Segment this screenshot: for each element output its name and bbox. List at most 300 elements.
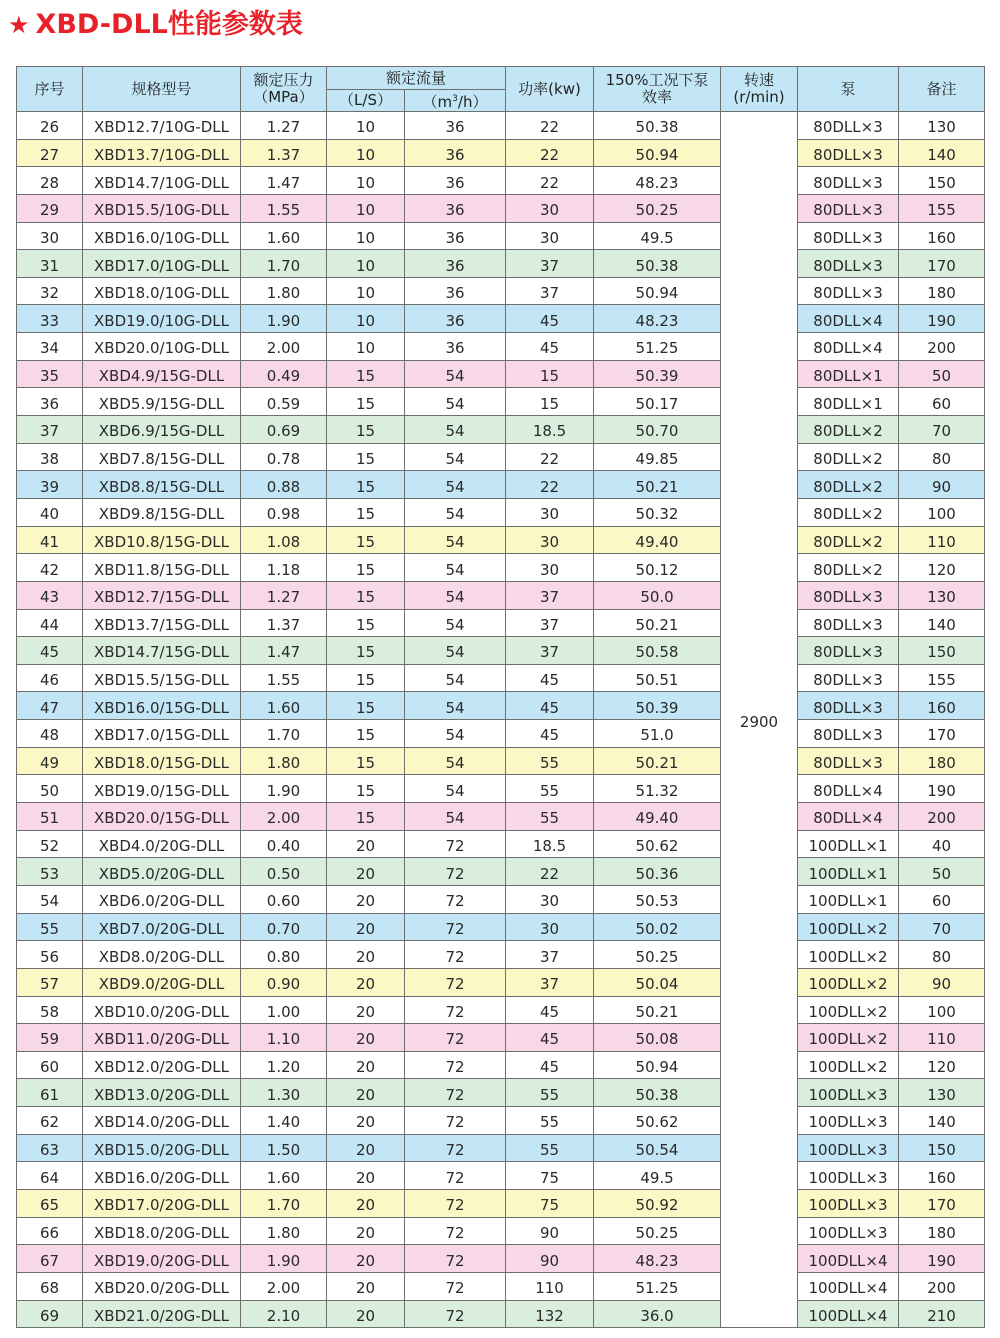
table-row (17, 913, 985, 941)
cell-pump: 80DLL×3 (798, 167, 899, 195)
cell-pressure: 0.90 (241, 968, 327, 996)
cell-flow-ls: 15 (327, 664, 405, 692)
cell-power: 30 (506, 913, 594, 941)
cell-flow-ls: 20 (327, 913, 405, 941)
cell-model: XBD10.0/20G-DLL (83, 996, 241, 1024)
cell-note: 200 (899, 1272, 985, 1300)
cell-flow-ls: 15 (327, 775, 405, 803)
header-flow-m3h (405, 90, 506, 112)
cell-flow-m3h: 54 (405, 581, 506, 609)
cell-note: 200 (899, 333, 985, 361)
cell-pump: 80DLL×1 (798, 388, 899, 416)
cell-efficiency: 50.54 (594, 1134, 721, 1162)
cell-power: 45 (506, 692, 594, 720)
cell-pump: 100DLL×1 (798, 830, 899, 858)
cell-flow-ls: 10 (327, 167, 405, 195)
cell-pump: 80DLL×3 (798, 250, 899, 278)
cell-power: 75 (506, 1189, 594, 1217)
cell-flow-ls: 20 (327, 1079, 405, 1107)
cell-flow-m3h: 54 (405, 554, 506, 582)
cell-note: 170 (899, 720, 985, 748)
table-row (17, 1024, 985, 1052)
cell-model: XBD16.0/20G-DLL (83, 1162, 241, 1190)
cell-note: 160 (899, 1162, 985, 1190)
table-row (17, 1079, 985, 1107)
cell-flow-m3h: 54 (405, 498, 506, 526)
cell-model: XBD8.8/15G-DLL (83, 471, 241, 499)
cell-note: 180 (899, 747, 985, 775)
cell-note: 120 (899, 1051, 985, 1079)
cell-pressure: 0.59 (241, 388, 327, 416)
cell-no: 42 (17, 554, 83, 582)
cell-pump: 100DLL×3 (798, 1134, 899, 1162)
cell-model: XBD21.0/20G-DLL (83, 1300, 241, 1328)
cell-model: XBD7.8/15G-DLL (83, 443, 241, 471)
cell-flow-m3h: 54 (405, 692, 506, 720)
cell-flow-m3h: 72 (405, 996, 506, 1024)
cell-flow-m3h: 54 (405, 526, 506, 554)
cell-pressure: 0.70 (241, 913, 327, 941)
cell-note: 140 (899, 1107, 985, 1135)
table-row (17, 360, 985, 388)
table-row (17, 1189, 985, 1217)
cell-model: XBD13.7/15G-DLL (83, 609, 241, 637)
cell-model: XBD7.0/20G-DLL (83, 913, 241, 941)
cell-note: 210 (899, 1300, 985, 1328)
cell-efficiency: 50.12 (594, 554, 721, 582)
cell-pump: 80DLL×3 (798, 277, 899, 305)
cell-flow-m3h: 36 (405, 222, 506, 250)
cell-power: 22 (506, 139, 594, 167)
cell-note: 110 (899, 1024, 985, 1052)
cell-note: 60 (899, 388, 985, 416)
page-title-text: XBD-DLL性能参数表 (35, 9, 303, 40)
header-flow-ls: （L/S） (327, 90, 405, 112)
cell-flow-m3h: 36 (405, 250, 506, 278)
cell-power: 22 (506, 112, 594, 140)
cell-flow-ls: 15 (327, 416, 405, 444)
cell-efficiency: 50.08 (594, 1024, 721, 1052)
cell-model: XBD9.8/15G-DLL (83, 498, 241, 526)
cell-power: 55 (506, 1134, 594, 1162)
cell-flow-ls: 15 (327, 692, 405, 720)
cell-model: XBD5.0/20G-DLL (83, 858, 241, 886)
header-pump: 泵 (798, 67, 899, 112)
cell-flow-m3h: 54 (405, 388, 506, 416)
performance-table (16, 66, 985, 1328)
table-row (17, 1134, 985, 1162)
cell-pressure: 1.60 (241, 692, 327, 720)
cell-note: 180 (899, 1217, 985, 1245)
header-flow-m3h-post: /h） (457, 92, 488, 111)
cell-note: 100 (899, 996, 985, 1024)
cell-flow-ls: 20 (327, 968, 405, 996)
cell-model: XBD20.0/20G-DLL (83, 1272, 241, 1300)
cell-no: 65 (17, 1189, 83, 1217)
cell-power: 37 (506, 968, 594, 996)
cell-flow-m3h: 72 (405, 1272, 506, 1300)
cell-note: 60 (899, 885, 985, 913)
cell-pump: 100DLL×3 (798, 1189, 899, 1217)
cell-power: 90 (506, 1245, 594, 1273)
cell-pressure: 1.50 (241, 1134, 327, 1162)
cell-efficiency: 50.94 (594, 1051, 721, 1079)
cell-flow-m3h: 72 (405, 968, 506, 996)
cell-flow-m3h: 72 (405, 1189, 506, 1217)
cell-no: 29 (17, 194, 83, 222)
cell-efficiency: 50.62 (594, 1107, 721, 1135)
cell-no: 60 (17, 1051, 83, 1079)
cell-model: XBD17.0/20G-DLL (83, 1189, 241, 1217)
cell-pressure: 1.55 (241, 664, 327, 692)
cell-power: 30 (506, 222, 594, 250)
table-row (17, 1300, 985, 1328)
cell-model: XBD15.0/20G-DLL (83, 1134, 241, 1162)
cell-efficiency: 50.17 (594, 388, 721, 416)
cell-flow-m3h: 54 (405, 416, 506, 444)
cell-power: 22 (506, 471, 594, 499)
cell-note: 160 (899, 692, 985, 720)
cell-pump: 80DLL×4 (798, 333, 899, 361)
cell-efficiency: 49.5 (594, 1162, 721, 1190)
cell-pump: 80DLL×2 (798, 554, 899, 582)
cell-efficiency: 48.23 (594, 305, 721, 333)
cell-pump: 100DLL×4 (798, 1245, 899, 1273)
cell-power: 110 (506, 1272, 594, 1300)
cell-pressure: 1.08 (241, 526, 327, 554)
cell-pump: 100DLL×3 (798, 1107, 899, 1135)
cell-no: 49 (17, 747, 83, 775)
page-title (8, 6, 303, 44)
cell-flow-ls: 20 (327, 1189, 405, 1217)
cell-efficiency: 50.92 (594, 1189, 721, 1217)
cell-pressure: 1.90 (241, 305, 327, 333)
cell-note: 130 (899, 581, 985, 609)
cell-flow-ls: 20 (327, 1162, 405, 1190)
cell-flow-ls: 15 (327, 498, 405, 526)
cell-pressure: 2.00 (241, 1272, 327, 1300)
cell-pressure: 1.55 (241, 194, 327, 222)
cell-flow-ls: 10 (327, 222, 405, 250)
cell-power: 55 (506, 775, 594, 803)
cell-no: 47 (17, 692, 83, 720)
cell-pump: 80DLL×3 (798, 139, 899, 167)
cell-pressure: 1.27 (241, 112, 327, 140)
cell-model: XBD12.7/10G-DLL (83, 112, 241, 140)
cell-efficiency: 50.36 (594, 858, 721, 886)
cell-note: 130 (899, 112, 985, 140)
cell-efficiency: 51.0 (594, 720, 721, 748)
cell-pump: 80DLL×3 (798, 581, 899, 609)
cell-no: 37 (17, 416, 83, 444)
cell-flow-m3h: 54 (405, 637, 506, 665)
cell-power: 45 (506, 664, 594, 692)
cell-note: 90 (899, 968, 985, 996)
cell-flow-ls: 20 (327, 1245, 405, 1273)
cell-pump: 80DLL×3 (798, 222, 899, 250)
cell-flow-ls: 20 (327, 1272, 405, 1300)
cell-note: 140 (899, 609, 985, 637)
cell-model: XBD11.8/15G-DLL (83, 554, 241, 582)
cell-power: 15 (506, 388, 594, 416)
cell-power: 22 (506, 167, 594, 195)
cell-note: 100 (899, 498, 985, 526)
cell-no: 48 (17, 720, 83, 748)
cell-model: XBD19.0/10G-DLL (83, 305, 241, 333)
cell-flow-ls: 15 (327, 471, 405, 499)
cell-flow-ls: 15 (327, 388, 405, 416)
cell-efficiency: 49.40 (594, 803, 721, 831)
cell-flow-m3h: 36 (405, 112, 506, 140)
cell-pump: 80DLL×3 (798, 637, 899, 665)
cell-efficiency: 50.04 (594, 968, 721, 996)
cell-no: 40 (17, 498, 83, 526)
cell-pressure: 0.98 (241, 498, 327, 526)
cell-no: 41 (17, 526, 83, 554)
cell-flow-ls: 20 (327, 1024, 405, 1052)
cell-efficiency: 49.85 (594, 443, 721, 471)
cell-flow-ls: 20 (327, 830, 405, 858)
cell-note: 50 (899, 858, 985, 886)
cell-power: 22 (506, 443, 594, 471)
cell-pump: 100DLL×4 (798, 1300, 899, 1328)
cell-flow-m3h: 54 (405, 720, 506, 748)
table-row (17, 858, 985, 886)
table-row (17, 471, 985, 499)
cell-no: 32 (17, 277, 83, 305)
cell-power: 55 (506, 803, 594, 831)
header-speed (721, 67, 798, 112)
cell-pressure: 0.60 (241, 885, 327, 913)
table-row (17, 139, 985, 167)
cell-flow-m3h: 54 (405, 747, 506, 775)
cell-pressure: 2.00 (241, 333, 327, 361)
cell-pump: 80DLL×4 (798, 775, 899, 803)
cell-no: 51 (17, 803, 83, 831)
cell-model: XBD16.0/10G-DLL (83, 222, 241, 250)
cell-efficiency: 50.21 (594, 996, 721, 1024)
table-row (17, 333, 985, 361)
table-row (17, 968, 985, 996)
cell-pressure: 1.10 (241, 1024, 327, 1052)
cell-model: XBD10.8/15G-DLL (83, 526, 241, 554)
table-row (17, 305, 985, 333)
cell-no: 64 (17, 1162, 83, 1190)
cell-note: 150 (899, 167, 985, 195)
cell-no: 58 (17, 996, 83, 1024)
table-row (17, 167, 985, 195)
cell-note: 190 (899, 1245, 985, 1273)
cell-flow-ls: 15 (327, 637, 405, 665)
cell-model: XBD12.7/15G-DLL (83, 581, 241, 609)
cell-model: XBD13.7/10G-DLL (83, 139, 241, 167)
cell-pressure: 1.00 (241, 996, 327, 1024)
cell-model: XBD11.0/20G-DLL (83, 1024, 241, 1052)
cell-efficiency: 50.02 (594, 913, 721, 941)
cell-no: 28 (17, 167, 83, 195)
cell-note: 90 (899, 471, 985, 499)
cell-flow-ls: 10 (327, 305, 405, 333)
cell-pump: 80DLL×4 (798, 305, 899, 333)
cell-pressure: 0.40 (241, 830, 327, 858)
cell-flow-m3h: 72 (405, 1134, 506, 1162)
table-row (17, 1245, 985, 1273)
cell-model: XBD12.0/20G-DLL (83, 1051, 241, 1079)
table-row (17, 609, 985, 637)
cell-flow-ls: 20 (327, 996, 405, 1024)
cell-note: 150 (899, 637, 985, 665)
cell-power: 45 (506, 720, 594, 748)
table-row (17, 526, 985, 554)
cell-pressure: 1.30 (241, 1079, 327, 1107)
cell-pump: 80DLL×3 (798, 664, 899, 692)
cell-model: XBD20.0/15G-DLL (83, 803, 241, 831)
cell-power: 132 (506, 1300, 594, 1328)
cell-pressure: 1.47 (241, 637, 327, 665)
cell-efficiency: 50.70 (594, 416, 721, 444)
cell-power: 55 (506, 747, 594, 775)
cell-flow-ls: 15 (327, 581, 405, 609)
cell-pressure: 1.80 (241, 277, 327, 305)
cell-flow-ls: 20 (327, 1217, 405, 1245)
table-row (17, 554, 985, 582)
cell-flow-ls: 15 (327, 803, 405, 831)
cell-flow-m3h: 36 (405, 167, 506, 195)
cell-no: 44 (17, 609, 83, 637)
cell-power: 55 (506, 1107, 594, 1135)
table-row (17, 250, 985, 278)
cell-model: XBD5.9/15G-DLL (83, 388, 241, 416)
cell-flow-m3h: 54 (405, 664, 506, 692)
cell-note: 40 (899, 830, 985, 858)
cell-power: 18.5 (506, 830, 594, 858)
cell-pump: 100DLL×3 (798, 1162, 899, 1190)
table-row (17, 1272, 985, 1300)
cell-no: 69 (17, 1300, 83, 1328)
cell-model: XBD15.5/10G-DLL (83, 194, 241, 222)
cell-flow-m3h: 72 (405, 1107, 506, 1135)
cell-efficiency: 50.39 (594, 360, 721, 388)
cell-efficiency: 50.21 (594, 609, 721, 637)
cell-pump: 80DLL×2 (798, 443, 899, 471)
table-row (17, 194, 985, 222)
cell-no: 63 (17, 1134, 83, 1162)
cell-pump: 80DLL×3 (798, 112, 899, 140)
cell-efficiency: 50.38 (594, 250, 721, 278)
cell-model: XBD14.7/15G-DLL (83, 637, 241, 665)
cell-power: 37 (506, 941, 594, 969)
cell-note: 160 (899, 222, 985, 250)
cell-no: 68 (17, 1272, 83, 1300)
table-row (17, 720, 985, 748)
cell-note: 140 (899, 139, 985, 167)
cell-efficiency: 50.21 (594, 471, 721, 499)
cell-no: 26 (17, 112, 83, 140)
cell-flow-m3h: 54 (405, 803, 506, 831)
cell-flow-ls: 10 (327, 139, 405, 167)
table-row (17, 388, 985, 416)
cell-efficiency: 49.40 (594, 526, 721, 554)
cell-efficiency: 51.25 (594, 1272, 721, 1300)
cell-power: 45 (506, 1024, 594, 1052)
cell-flow-ls: 10 (327, 333, 405, 361)
cell-model: XBD15.5/15G-DLL (83, 664, 241, 692)
cell-model: XBD20.0/10G-DLL (83, 333, 241, 361)
cell-flow-m3h: 72 (405, 1162, 506, 1190)
star-icon: ★ (8, 11, 30, 39)
cell-no: 30 (17, 222, 83, 250)
cell-pump: 100DLL×3 (798, 1079, 899, 1107)
cell-pressure: 1.47 (241, 167, 327, 195)
cell-pump: 80DLL×3 (798, 609, 899, 637)
cell-flow-m3h: 72 (405, 1245, 506, 1273)
cell-flow-m3h: 54 (405, 609, 506, 637)
cell-note: 80 (899, 941, 985, 969)
header-note: 备注 (899, 67, 985, 112)
cell-efficiency: 50.94 (594, 139, 721, 167)
cell-power: 30 (506, 554, 594, 582)
cell-flow-m3h: 72 (405, 885, 506, 913)
cell-no: 52 (17, 830, 83, 858)
cell-pump: 80DLL×1 (798, 360, 899, 388)
table-body (17, 112, 985, 1328)
cell-note: 190 (899, 775, 985, 803)
header-flow-m3h-pre: （m (422, 92, 453, 111)
cell-pressure: 0.78 (241, 443, 327, 471)
cell-power: 37 (506, 609, 594, 637)
table-row (17, 1217, 985, 1245)
table-row (17, 830, 985, 858)
cell-flow-ls: 15 (327, 609, 405, 637)
cell-pump: 100DLL×2 (798, 913, 899, 941)
cell-flow-ls: 10 (327, 112, 405, 140)
cell-model: XBD16.0/15G-DLL (83, 692, 241, 720)
cell-efficiency: 48.23 (594, 1245, 721, 1273)
cell-power: 45 (506, 1051, 594, 1079)
cell-efficiency: 51.25 (594, 333, 721, 361)
cell-flow-ls: 15 (327, 747, 405, 775)
table-row (17, 1107, 985, 1135)
header-speed-unit: (r/min) (733, 88, 785, 106)
header-flow: 额定流量 (327, 67, 506, 90)
cell-pressure: 1.70 (241, 1189, 327, 1217)
cell-flow-ls: 15 (327, 554, 405, 582)
cell-efficiency: 50.25 (594, 941, 721, 969)
cell-pump: 80DLL×3 (798, 194, 899, 222)
cell-note: 200 (899, 803, 985, 831)
cell-power: 55 (506, 1079, 594, 1107)
cell-flow-ls: 20 (327, 885, 405, 913)
cell-pressure: 1.80 (241, 1217, 327, 1245)
header-efficiency-line1: 150%工况下泵 (605, 71, 709, 89)
cell-no: 54 (17, 885, 83, 913)
cell-note: 130 (899, 1079, 985, 1107)
cell-power: 37 (506, 637, 594, 665)
cell-note: 50 (899, 360, 985, 388)
table-row (17, 581, 985, 609)
cell-model: XBD6.0/20G-DLL (83, 885, 241, 913)
cell-model: XBD4.0/20G-DLL (83, 830, 241, 858)
cell-pump: 100DLL×4 (798, 1272, 899, 1300)
cell-power: 30 (506, 498, 594, 526)
cell-flow-m3h: 54 (405, 443, 506, 471)
cell-pressure: 1.70 (241, 720, 327, 748)
cell-model: XBD17.0/10G-DLL (83, 250, 241, 278)
cell-pressure: 1.90 (241, 1245, 327, 1273)
table-row (17, 775, 985, 803)
cell-flow-m3h: 72 (405, 1051, 506, 1079)
cell-no: 43 (17, 581, 83, 609)
